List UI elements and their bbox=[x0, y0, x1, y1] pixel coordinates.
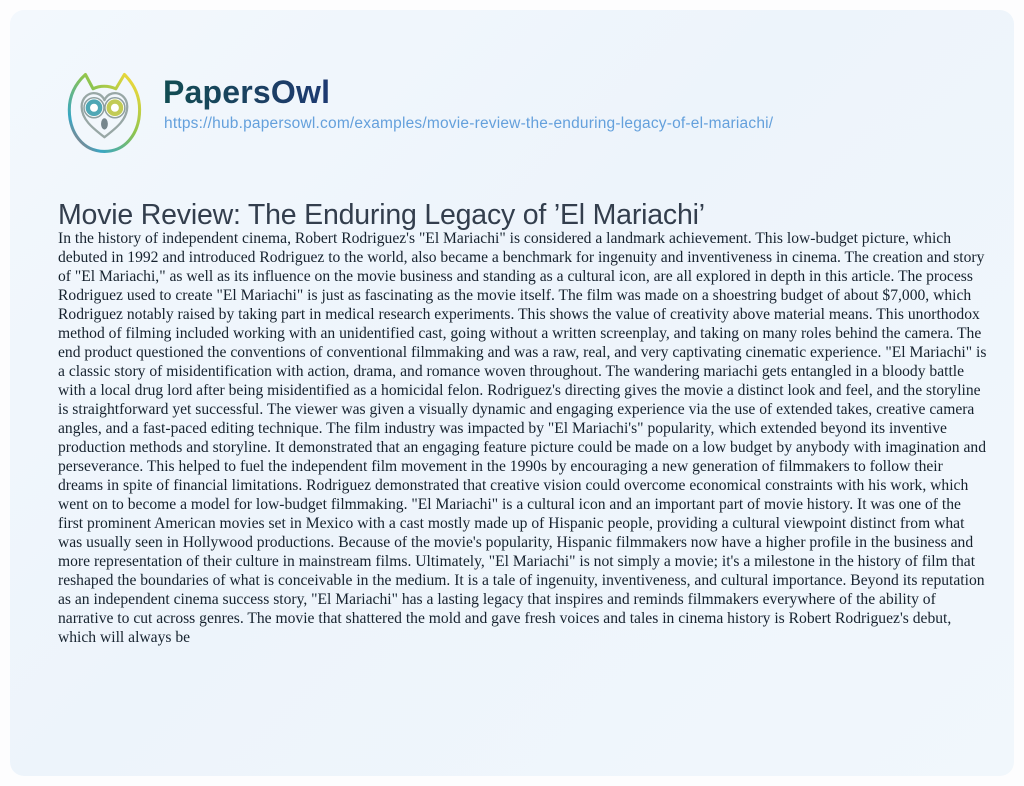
owl-logo-icon bbox=[56, 65, 151, 160]
article-title: Movie Review: The Enduring Legacy of ’El Mariachi’ bbox=[58, 199, 705, 232]
article-preview-card bbox=[10, 10, 1014, 776]
brand-name: PapersOwl bbox=[163, 74, 331, 110]
papersowl-logo bbox=[56, 65, 151, 160]
article-body-text: In the history of independent cinema, Robert Rodriguez's "El Mariachi" is considered a landmark achievement. This low-budget picture, which debuted in 1992 and introduced Rodriguez to the world, also became a benchmark for ingenuity and inventiveness in cinema. The creation and story of "El Mariachi," as well as its influence on the movie business and standing as a cultural icon, are all explored in depth in this article. The process Rodriguez used to create "El Mariachi" is just as fascinating as the movie itself. The film was made on a shoestring budget of about $7,000, which Rodriguez notably raised by taking part in medical research experiments. This shows the value of creativity above material means. This unorthodox method of filming included working with an unidentified cast, going without a written screenplay, and taking on many roles behind the camera. The end product questioned the conventions of conventional filmmaking and was a raw, real, and very captivating cinematic experience. "El Mariachi" is a classic story of misidentification with action, drama, and romance woven throughout. The wandering mariachi gets entangled in a bloody battle with a local drug lord after being misidentified as a homicidal felon. Rodriguez's directing gives the movie a distinct look and feel, and the storyline is straightforward yet successful. The viewer was given a visually dynamic and engaging experience via the use of extended takes, creative camera angles, and a fast-paced editing technique. The film industry was impacted by "El Mariachi's" popularity, which extended beyond its inventive production methods and storyline. It demonstrated that an engaging feature picture could be made on a low budget by anybody with imagination and perseverance. This helped to fuel the independent film movement in the 1990s by encouraging a new generation of filmmakers to follow their dreams in spite of financial limitations. Rodriguez demonstrated that creative vision could overcome economical constraints with his work, which went on to become a model for low-budget filmmaking. "El Mariachi" is a cultural icon and an important part of movie history. It was one of the first prominent American movies set in Mexico with a cast mostly made up of Hispanic people, providing a cultural viewpoint distinct from what was usually seen in Hollywood productions. Because of the movie's popularity, Hispanic filmmakers now have a higher profile in the business and more representation of their culture in mainstream films. Ultimately, "El Mariachi" is not simply a movie; it's a milestone in the history of film that reshaped the boundaries of what is conceivable in the medium. It is a tale of ingenuity, inventiveness, and cultural importance. Beyond its reputation as an independent cinema success story, "El Mariachi" has a lasting legacy that inspires and reminds filmmakers everywhere of the ability of narrative to cut across genres. The movie that shattered the mold and gave fresh voices and tales in cinema history is Robert Rodriguez's debut, which will always be bbox=[58, 230, 987, 646]
article-url-link[interactable]: https://hub.papersowl.com/examples/movie-review-the-enduring-legacy-of-el-mariachi/ bbox=[164, 115, 774, 132]
